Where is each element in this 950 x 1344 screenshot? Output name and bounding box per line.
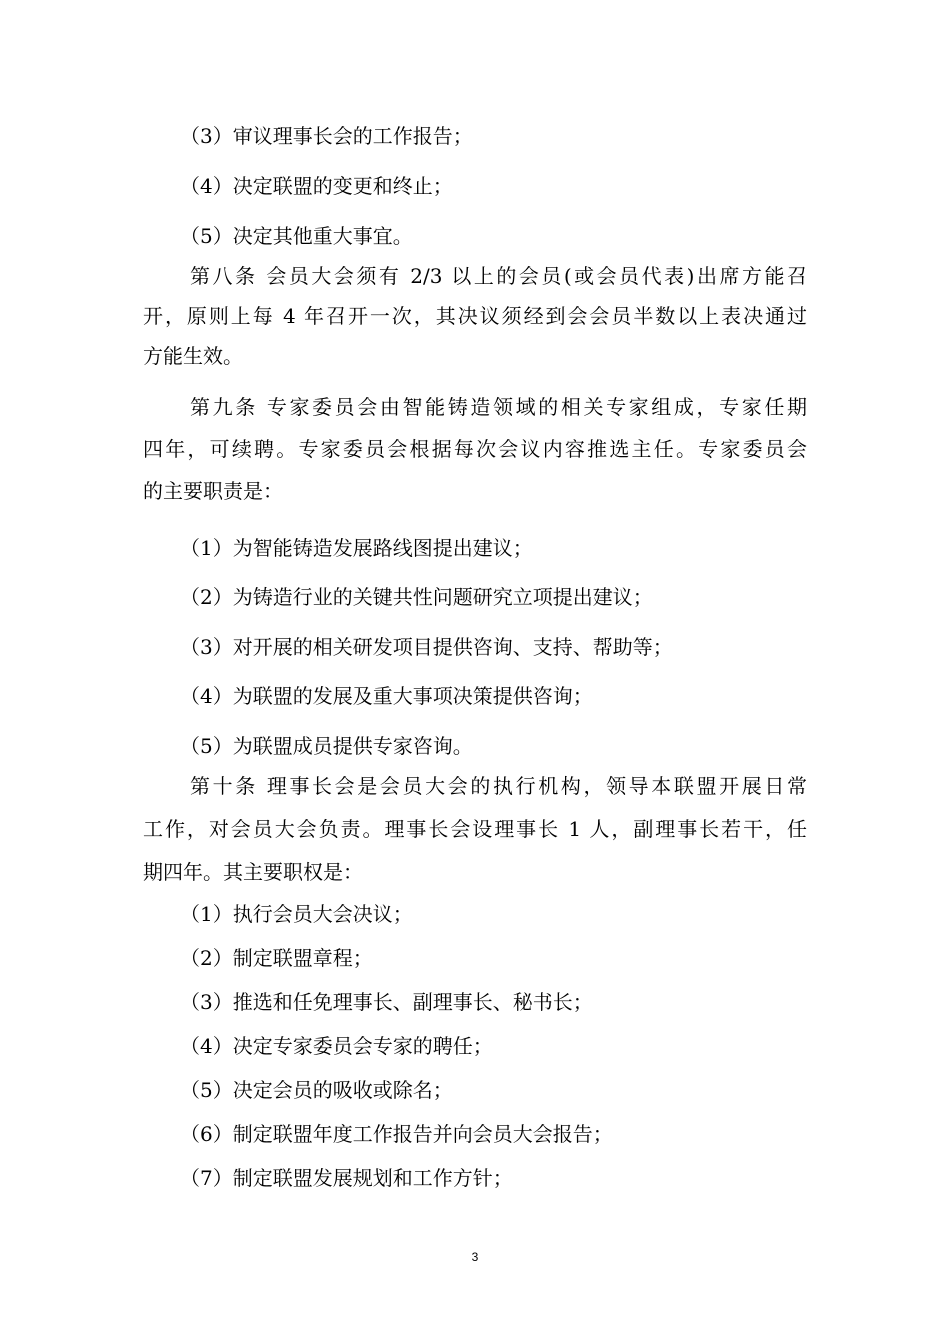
- list-item: （4）为联盟的发展及重大事项决策提供咨询；: [180, 684, 593, 708]
- list-item: （2）为铸造行业的关键共性问题研究立项提出建议；: [180, 585, 653, 609]
- list-item: （3）审议理事长会的工作报告；: [180, 124, 473, 148]
- list-item: （4）决定联盟的变更和终止；: [180, 174, 453, 198]
- list-item: （1）执行会员大会决议；: [180, 902, 413, 926]
- list-item: （3）推选和任免理事长、副理事长、秘书长；: [180, 990, 593, 1014]
- list-item: （7）制定联盟发展规划和工作方针；: [180, 1166, 513, 1190]
- list-item: （4）决定专家委员会专家的聘任；: [180, 1034, 493, 1058]
- article-10-line-1: 第十条 理事长会是会员大会的执行机构，领导本联盟开展日常: [190, 774, 807, 798]
- list-item: （6）制定联盟年度工作报告并向会员大会报告；: [180, 1122, 613, 1146]
- list-item: （5）为联盟成员提供专家咨询。: [180, 734, 473, 758]
- article-8-line-2: 开，原则上每 4 年召开一次，其决议须经到会会员半数以上表决通过: [143, 304, 807, 328]
- list-item: （2）制定联盟章程；: [180, 946, 373, 970]
- list-item: （5）决定其他重大事宜。: [180, 224, 413, 248]
- article-8-line-3: 方能生效。: [143, 344, 243, 368]
- article-9-line-1: 第九条 专家委员会由智能铸造领域的相关专家组成，专家任期: [190, 395, 807, 419]
- article-9-line-2: 四年，可续聘。专家委员会根据每次会议内容推选主任。专家委员会: [143, 437, 807, 461]
- article-9-line-3: 的主要职责是：: [143, 479, 283, 503]
- page-number: 3: [471, 1250, 479, 1264]
- article-10-line-3: 期四年。其主要职权是：: [143, 860, 363, 884]
- list-item: （3）对开展的相关研发项目提供咨询、支持、帮助等；: [180, 635, 673, 659]
- list-item: （5）决定会员的吸收或除名；: [180, 1078, 453, 1102]
- article-10-line-2: 工作，对会员大会负责。理事长会设理事长 1 人，副理事长若干，任: [143, 817, 807, 841]
- list-item: （1）为智能铸造发展路线图提出建议；: [180, 536, 533, 560]
- article-8-line-1: 第八条 会员大会须有 2/3 以上的会员(或会员代表)出席方能召: [190, 264, 807, 288]
